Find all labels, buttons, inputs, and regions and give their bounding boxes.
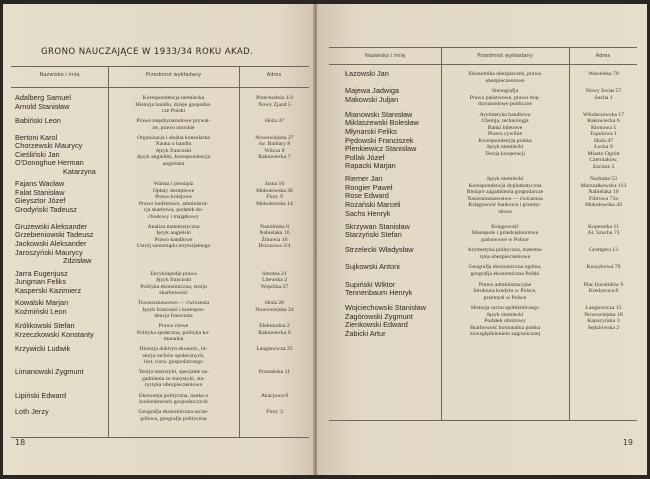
subject-line: Towaroznawstwo — ćwiczenia [137,300,210,307]
subject-line: Język francuski [155,147,192,154]
subject-line: dencja francuska [154,313,193,320]
subject-line: gółowa, geografja polityczna [140,415,207,422]
subject-line: Prawo międzynarodowe prywat- [136,118,211,125]
subject-line: cze Polski [161,108,186,114]
table-row [11,117,309,130]
subject-line: Korespondencja dyplomatyczna [468,182,542,189]
subject-line: Ekonomja polityczna, nauka o [138,392,209,399]
staff-name: Arnold Stanisław [15,101,70,111]
subject-line: Arytmetyka polityczna, matema- [467,247,543,254]
subject-line: Analiza matematyczna [147,223,200,230]
subject-line: Korespondencja niemiecka [142,95,205,101]
staff-name: Młynarski Feliks [345,127,397,137]
subject-line: cja skarbowa, podatek do- [143,207,204,214]
staff-name: Miklaszewski Bolesław [345,118,419,128]
address-line: Hoża 26 [264,300,285,307]
address-line: Mokotowska 43 [585,202,622,209]
staff-name: Rongier Paweł [345,182,393,192]
address-line: Miasto Ogród [587,150,620,157]
staff-name: Jarra Eugenjusz [15,268,68,278]
subject-line: dzynarodowe publiczne [477,101,533,108]
address-line: Filtrowa 71a [589,195,618,202]
col-header-name: Nazwisko i imię [39,72,80,78]
staff-name: Pędowski Franciszek [345,135,414,145]
subject-line: zuwzględnieniem zagranicznej [469,331,541,338]
address-line: Wawelska 70 [588,71,619,77]
subject-line: Historja ruchu spółdzielczego [471,305,539,312]
staff-name: Jackowski Aleksander [15,239,87,249]
staff-table-right [329,47,637,421]
subject-line: Geografja ekonomiczna ogólna, [468,264,542,271]
subject-line: Organizacja i służba konsularna [137,134,210,141]
subject-line: hist. rozw. gospodarczego [143,359,203,366]
address-line: św. Barbary 8 [258,141,291,148]
staff-name: Gieysztor Józef [15,196,66,206]
left-page [3,4,316,475]
staff-name: Jungman Feliks [15,277,67,287]
table-row [329,70,637,83]
page-number: 18 [15,438,26,447]
staff-name: Grużewski Aleksander [15,221,88,231]
staff-name: Koźmiński Leon [15,306,67,316]
staff-name: Tennenbaum Henryk [345,288,413,298]
staff-name: Żabicki Artur [345,329,386,339]
staff-name: Rose Edward [345,191,389,201]
staff-name: Makowski Juljan [345,94,399,104]
staff-name: Limanowski Zygmunt [15,367,84,377]
subject-line: Język francuski [155,277,192,283]
subject-line: skarbowości [159,290,188,296]
subject-line: gadnienia ze statystyki, sta- [142,375,205,382]
address-line: Akacjowa 8 [260,392,289,399]
address-line: Hoża 47 [593,137,614,144]
subject-line: Księgowość bankowa i przemy- [468,202,542,209]
subject-line: Prawo budżetowe, administra- [138,200,209,207]
subject-line: angielska [162,160,185,167]
address-line: Nabielaka 10 [588,189,619,196]
address-line: Langiewicza 15 [585,305,622,312]
staff-name: Skrzywan Stanisław [345,221,410,231]
staff-name: Sachs Henryk [345,208,391,218]
address-line: Rakowiecka 7 [258,154,291,161]
table-row [11,180,309,219]
subject-line: Historja handlu, dzieje gospodar- [135,101,212,108]
address-line: Łucka 9 [594,144,613,151]
address-line: Sędziowska 2 [587,324,620,331]
table-row [329,223,637,243]
address-line: Koszykowa 70 [586,264,621,271]
table-row [11,368,309,388]
address-line: Litewska 2 [261,277,288,283]
address-line: Mokotowska 14 [256,200,293,207]
address-line: Kredytowa 8 [588,288,619,295]
staff-name: Królikowski Stefan [15,321,75,331]
staff-name: Lipiński Edward [15,390,67,400]
subject-line: Prawo kolejowe [155,194,192,201]
staff-name: Zienkowski Edward [345,320,408,330]
table-row [11,408,309,421]
address-line: Narbutta 53 [589,176,617,183]
staff-name: Rapacki Marjan [345,161,396,171]
staff-name: Majewa Jadwiga [345,86,399,96]
address-line: Mokotowska 36 [256,187,293,194]
table-row [11,392,309,405]
address-line: Langiewicza 25 [256,346,293,353]
staff-name: Wojciechowski Stanisław [345,303,426,313]
subject-line: Prawo cłowe [158,323,189,330]
address-line: Czerniaków, [589,157,618,164]
address-line: Przechodnia 1/3 [256,95,293,101]
subject-line: munalna [163,336,184,343]
subject-line: Nauka o handlu [155,141,192,148]
subject-line: Chemja, technologja [481,118,529,125]
address-line: Włodarzewska 17 [583,111,624,118]
staff-name: Katarzyna [63,167,96,177]
subject-line: Bieżące zagadnienia gospodarcze [466,189,544,196]
subject-line: Stenografja [491,88,519,95]
subject-line: Struktura kredytu w Polsce, [473,288,537,295]
subject-line: Ustrój samorządu terytorjalnego [136,243,211,250]
subject-line: ubezpieczeniowe [485,77,525,84]
address-line: Wilcza 8 [264,147,285,154]
staff-name: Starzyński Stefan [345,230,402,240]
staff-name: Loth Jerzy [15,407,49,417]
table-row [11,223,309,266]
subject-line: Księgowość [491,223,519,230]
subject-line: Podatek obrotowy [484,318,526,325]
subject-line: Język francuski i korespon- [142,306,205,313]
right-page [317,4,647,475]
staff-name: Jaroszyński Maurycy [15,247,83,257]
address-line: Jasna 10 [264,181,285,188]
staff-name: Grodyński Tadeusz [15,205,77,215]
address-line: Marszałkowska 113 [580,182,627,189]
address-line: Rakowiecka 6 [258,329,291,336]
table-row [11,134,309,177]
table-row [329,304,637,338]
subject-line: Język niemiecki [486,311,524,318]
subject-line: Encyklopedja prawa [150,270,197,277]
address-line: Kopernika 11 [588,223,619,230]
staff-name: Chorzewski Maurycy [15,141,83,151]
table-row [11,299,309,319]
address-line: Flory 3 [266,409,283,416]
subject-line: Polityka ekonomiczna, teorja [140,283,207,290]
subject-line: Ekonomika ubezpieczeń, prawo [468,71,542,77]
address-line: Plac Inwalidów 9 [583,281,624,288]
address-line: Nowy Zjazd 5 [258,101,291,108]
staff-name: Zagórowski Zygmunt [345,311,413,321]
table-row [11,322,309,342]
subject-line: Polityka społeczna, polityka ko- [136,329,211,336]
address-line: Nowowiejska 18 [584,311,623,318]
address-line: Kapucyńska 3 [587,318,620,325]
address-line: Nowowiejska 27 [255,134,294,141]
address-line: Smolna 21 [262,270,287,277]
staff-name: O'Donoghue Herman [15,158,84,168]
staff-name: Kowalski Marjan [15,298,69,308]
subject-line: chodowy i majątkowy [148,213,199,220]
table-row [329,281,637,301]
staff-name: Grzebieniowski Tadeusz [15,230,94,240]
address-line: Żórawia 16 [261,236,288,243]
address-line: Poznańska 11 [258,369,291,376]
address-line: Wspólna 27 [260,283,289,290]
subject-line: Język niemiecki [486,176,524,183]
address-line: Topolowa 1 [590,131,617,138]
subject-line: przemysł w Polsce [483,294,527,301]
subject-line: Historja doktryn ekonom., hi- [139,346,208,353]
table-row [329,175,637,218]
table-row [11,94,309,114]
subject-line: Skarbowość komunalna polska [469,324,541,331]
address-line: Sucha 1 [594,94,613,101]
staff-table-left [11,66,309,438]
subject-line: tystyka ubezpieczeniowa [144,382,202,389]
table-row [329,246,637,259]
col-header-name: Nazwisko i imię [364,53,406,59]
subject-line: Prawo państwowe, prawo mię- [469,94,541,101]
col-header-address: Adres [595,53,611,59]
staff-name: Bertoni Karol [15,132,58,142]
staff-name: Krzeczkowski Konstanty [15,329,94,339]
subject-line: Prawo handlowe [154,236,193,243]
subject-line: Prawo cywilne [488,131,522,138]
subject-line: koniunkturach gospodarczych [139,399,208,405]
staff-name: Rożański Marceli [345,200,401,210]
subject-line: Język angielski [156,230,191,237]
table-row [11,270,309,296]
staff-name: Krzywicki Ludwik [15,344,71,354]
subject-line: Waluta i pieniądz [153,181,194,188]
staff-name: Zdzisław [63,256,92,266]
address-line: Brzozowa 2/4 [258,243,291,250]
address-line: Nabielaka 16 [259,230,290,237]
subject-line: słowa [498,208,512,215]
subject-line: tyka ubezpieczeniowa [479,253,531,260]
table-row [329,111,637,171]
address-line: Nowy Świat 57 [585,88,622,95]
page-heading: GRONO NAUCZAJĄCE W 1933/34 ROKU AKAD. [41,47,254,57]
subject-line: storja ruchów społecznych, [142,352,205,359]
subject-line: Korespondencja polska [478,137,532,144]
address-line: Rakowiecka 6 [587,118,620,125]
subject-line: geografja ekonomiczna Polski [470,270,540,277]
subject-line: Banki biletowe [487,124,523,131]
table-row [329,87,637,107]
staff-name: Pollak Józef [345,152,385,162]
staff-name: Sujkowski Antoni [345,262,400,272]
address-line: Flory 9 [266,194,283,201]
address-line: Grottgera 13 [589,247,618,254]
subject-line: ne, prawo morskie [152,124,195,131]
staff-name: Plenkiewicz Stanisław [345,144,417,154]
table-row [11,345,309,365]
address-line: Nowowiejska 24 [255,306,294,313]
col-header-subject: Przedmiot wykładany [477,53,533,59]
staff-name: Cieśliński Jan [15,149,60,159]
subject-line: Prawo administracyjne [478,281,532,288]
subject-line: Język angielski, korespondencja [136,154,211,161]
staff-name: Riemer Jan [345,174,383,184]
table-row [329,263,637,276]
staff-name: Supiński Wiktor [345,279,396,289]
staff-name: Strzelecki Władysław [345,245,414,255]
subject-line: Opłaty stemplowe [152,187,195,194]
subject-line: Monopole i przedsiębiorstwa [471,230,539,236]
subject-line: Nasiennoznawstwo — ćwiczenia [467,195,543,202]
address-line: Hoża 47 [264,118,285,125]
subject-line: Geografja ekonomiczna szcze- [138,409,209,416]
address-line: Klonowa 5 [590,124,617,131]
address-line: Natolińska 8 [260,223,289,230]
address-line: Al. Szucha 73 [587,230,620,236]
staff-name: Babiński Leon [15,116,61,126]
staff-name: Kasperski Kazimierz [15,285,82,295]
staff-name: Falat Stanisław [15,187,65,197]
subject-line: państwowe w Polsce [481,236,529,243]
subject-line: Arytmetyka handlowa [479,111,531,118]
address-line: Zacisze 2 [592,163,615,170]
subject-line: Teorja statystyki, specjalne za- [138,369,209,376]
col-header-subject: Przedmiot wykładany [145,72,202,78]
col-header-address: Adres [266,72,282,78]
staff-name: Fajans Wacław [15,179,65,189]
subject-line: Teorja kooperacji [485,150,525,157]
staff-name: Łazowski Jan [345,69,389,78]
address-line: Elektoralna 2 [259,323,290,330]
page-number: 19 [622,438,633,447]
subject-line: Język niemiecki [486,144,524,151]
staff-name: Adalberg Samuel [15,93,71,102]
staff-name: Mianowski Stanisław [345,109,413,119]
